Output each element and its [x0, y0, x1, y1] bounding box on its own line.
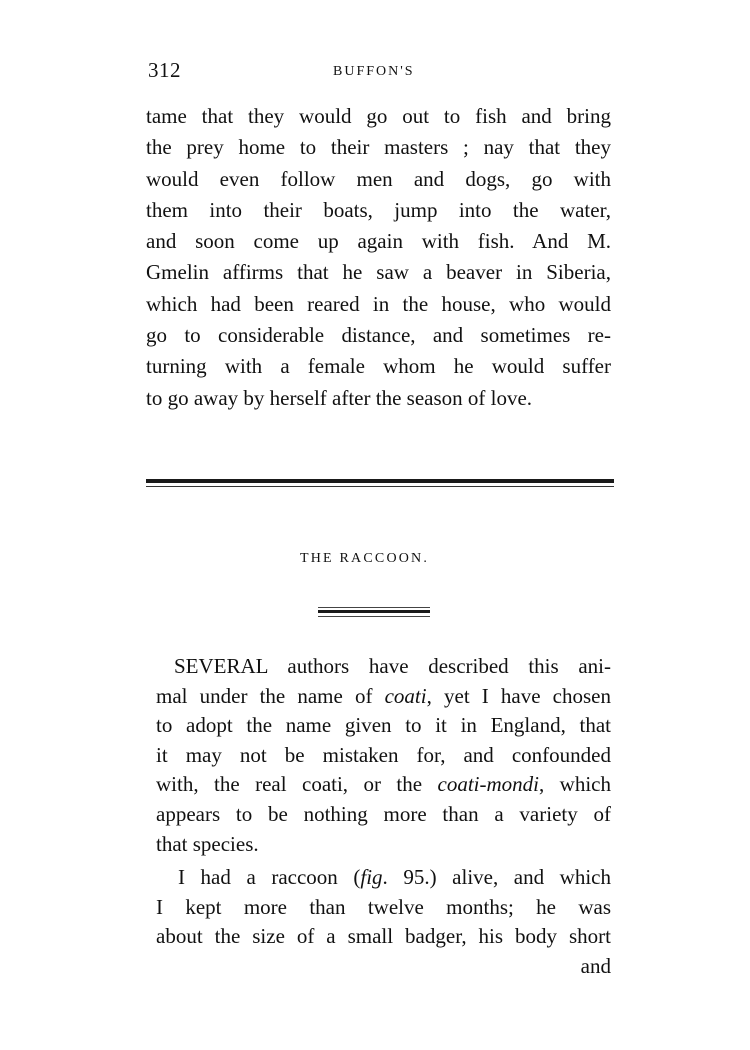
text-line: which had been reared in the house, who would [146, 291, 611, 316]
section-divider-thick [146, 479, 614, 483]
text-line: to adopt the name given to it in England, that [156, 713, 611, 738]
text-line: to go away by herself after the season of love. [146, 385, 533, 410]
title-ornament-rule [318, 607, 430, 608]
page-number: 312 [148, 58, 181, 82]
running-head: BUFFON'S [333, 64, 415, 79]
continued-paragraph [146, 101, 611, 414]
text-line: SEVERAL authors have described this ani- [174, 654, 611, 678]
title-ornament-rule [318, 610, 430, 613]
page-header [148, 58, 610, 88]
section-title: THE RACCOON. [300, 551, 430, 566]
text-line: would even follow men and dogs, go with [146, 166, 611, 191]
text-line: turning with a female whom he would suffer [146, 354, 611, 379]
text-line: about the size of a small badger, his body short [156, 924, 611, 949]
paragraph [156, 863, 611, 981]
text-line: them into their boats, jump into the water, [146, 197, 611, 222]
text-line: that species. [156, 831, 259, 856]
text-line: and soon come up again with fish. And M. [146, 229, 611, 254]
title-ornament-rule [318, 616, 430, 617]
paragraph [156, 652, 611, 859]
raccoon-text [156, 652, 611, 982]
text-line: with, the real coati, or the coati-mondi, which [156, 772, 612, 797]
text-line: it may not be mistaken for, and confounded [156, 742, 611, 767]
text-line: the prey home to their masters ; nay that they [146, 135, 611, 160]
text-line: go to considerable distance, and sometimes re- [146, 323, 611, 348]
text-line: mal under the name of coati, yet I have chosen [156, 683, 611, 708]
section-divider-thin [146, 486, 614, 487]
text-line: I had a raccoon (fig. 95.) alive, and which [178, 865, 611, 890]
text-line: Gmelin affirms that he saw a beaver in Siberia, [146, 260, 611, 285]
text-line: I kept more than twelve months; he was [156, 894, 611, 919]
text-line: tame that they would go out to fish and bring [146, 104, 611, 128]
catchword: and [580, 953, 611, 978]
text-line: appears to be nothing more than a variety of [156, 801, 611, 826]
